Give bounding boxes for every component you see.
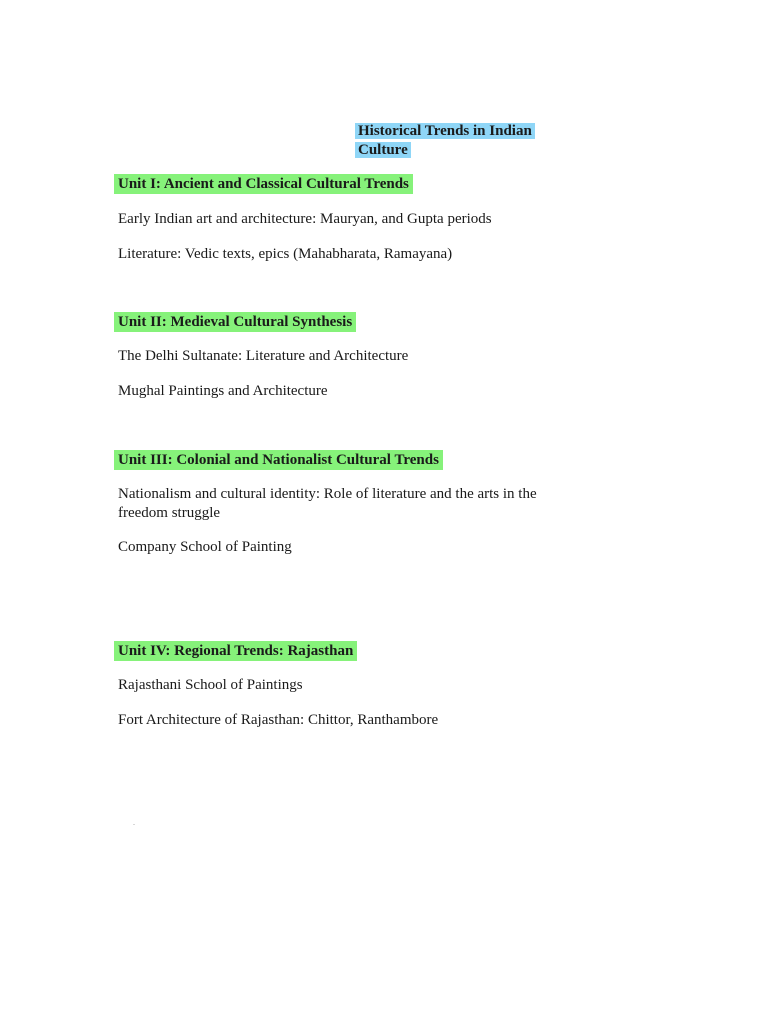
unit-4-item-1: Rajasthani School of Paintings xyxy=(118,677,303,693)
unit-4-heading: Unit IV: Regional Trends: Rajasthan xyxy=(114,641,357,661)
document-title xyxy=(355,122,555,160)
unit-2-item-2: Mughal Paintings and Architecture xyxy=(118,383,328,399)
document-title-text: Historical Trends in Indian Culture xyxy=(355,123,535,158)
unit-3-item-2: Company School of Painting xyxy=(118,539,292,555)
unit-1-heading: Unit I: Ancient and Classical Cultural Trends xyxy=(114,174,413,194)
unit-1-item-1: Early Indian art and architecture: Mauryan, and Gupta periods xyxy=(118,211,492,227)
trailing-mark: . xyxy=(133,818,135,827)
unit-3-item-1: Nationalism and cultural identity: Role of literature and the arts in the freedom struggle xyxy=(118,486,537,521)
unit-3-heading: Unit III: Colonial and Nationalist Cultural Trends xyxy=(114,450,443,470)
unit-2-item-1: The Delhi Sultanate: Literature and Architecture xyxy=(118,348,409,364)
unit-4-item-2: Fort Architecture of Rajasthan: Chittor, Ranthambore xyxy=(118,712,439,728)
unit-1-item-2: Literature: Vedic texts, epics (Mahabharata, Ramayana) xyxy=(118,246,453,262)
unit-2-heading: Unit II: Medieval Cultural Synthesis xyxy=(114,312,356,332)
